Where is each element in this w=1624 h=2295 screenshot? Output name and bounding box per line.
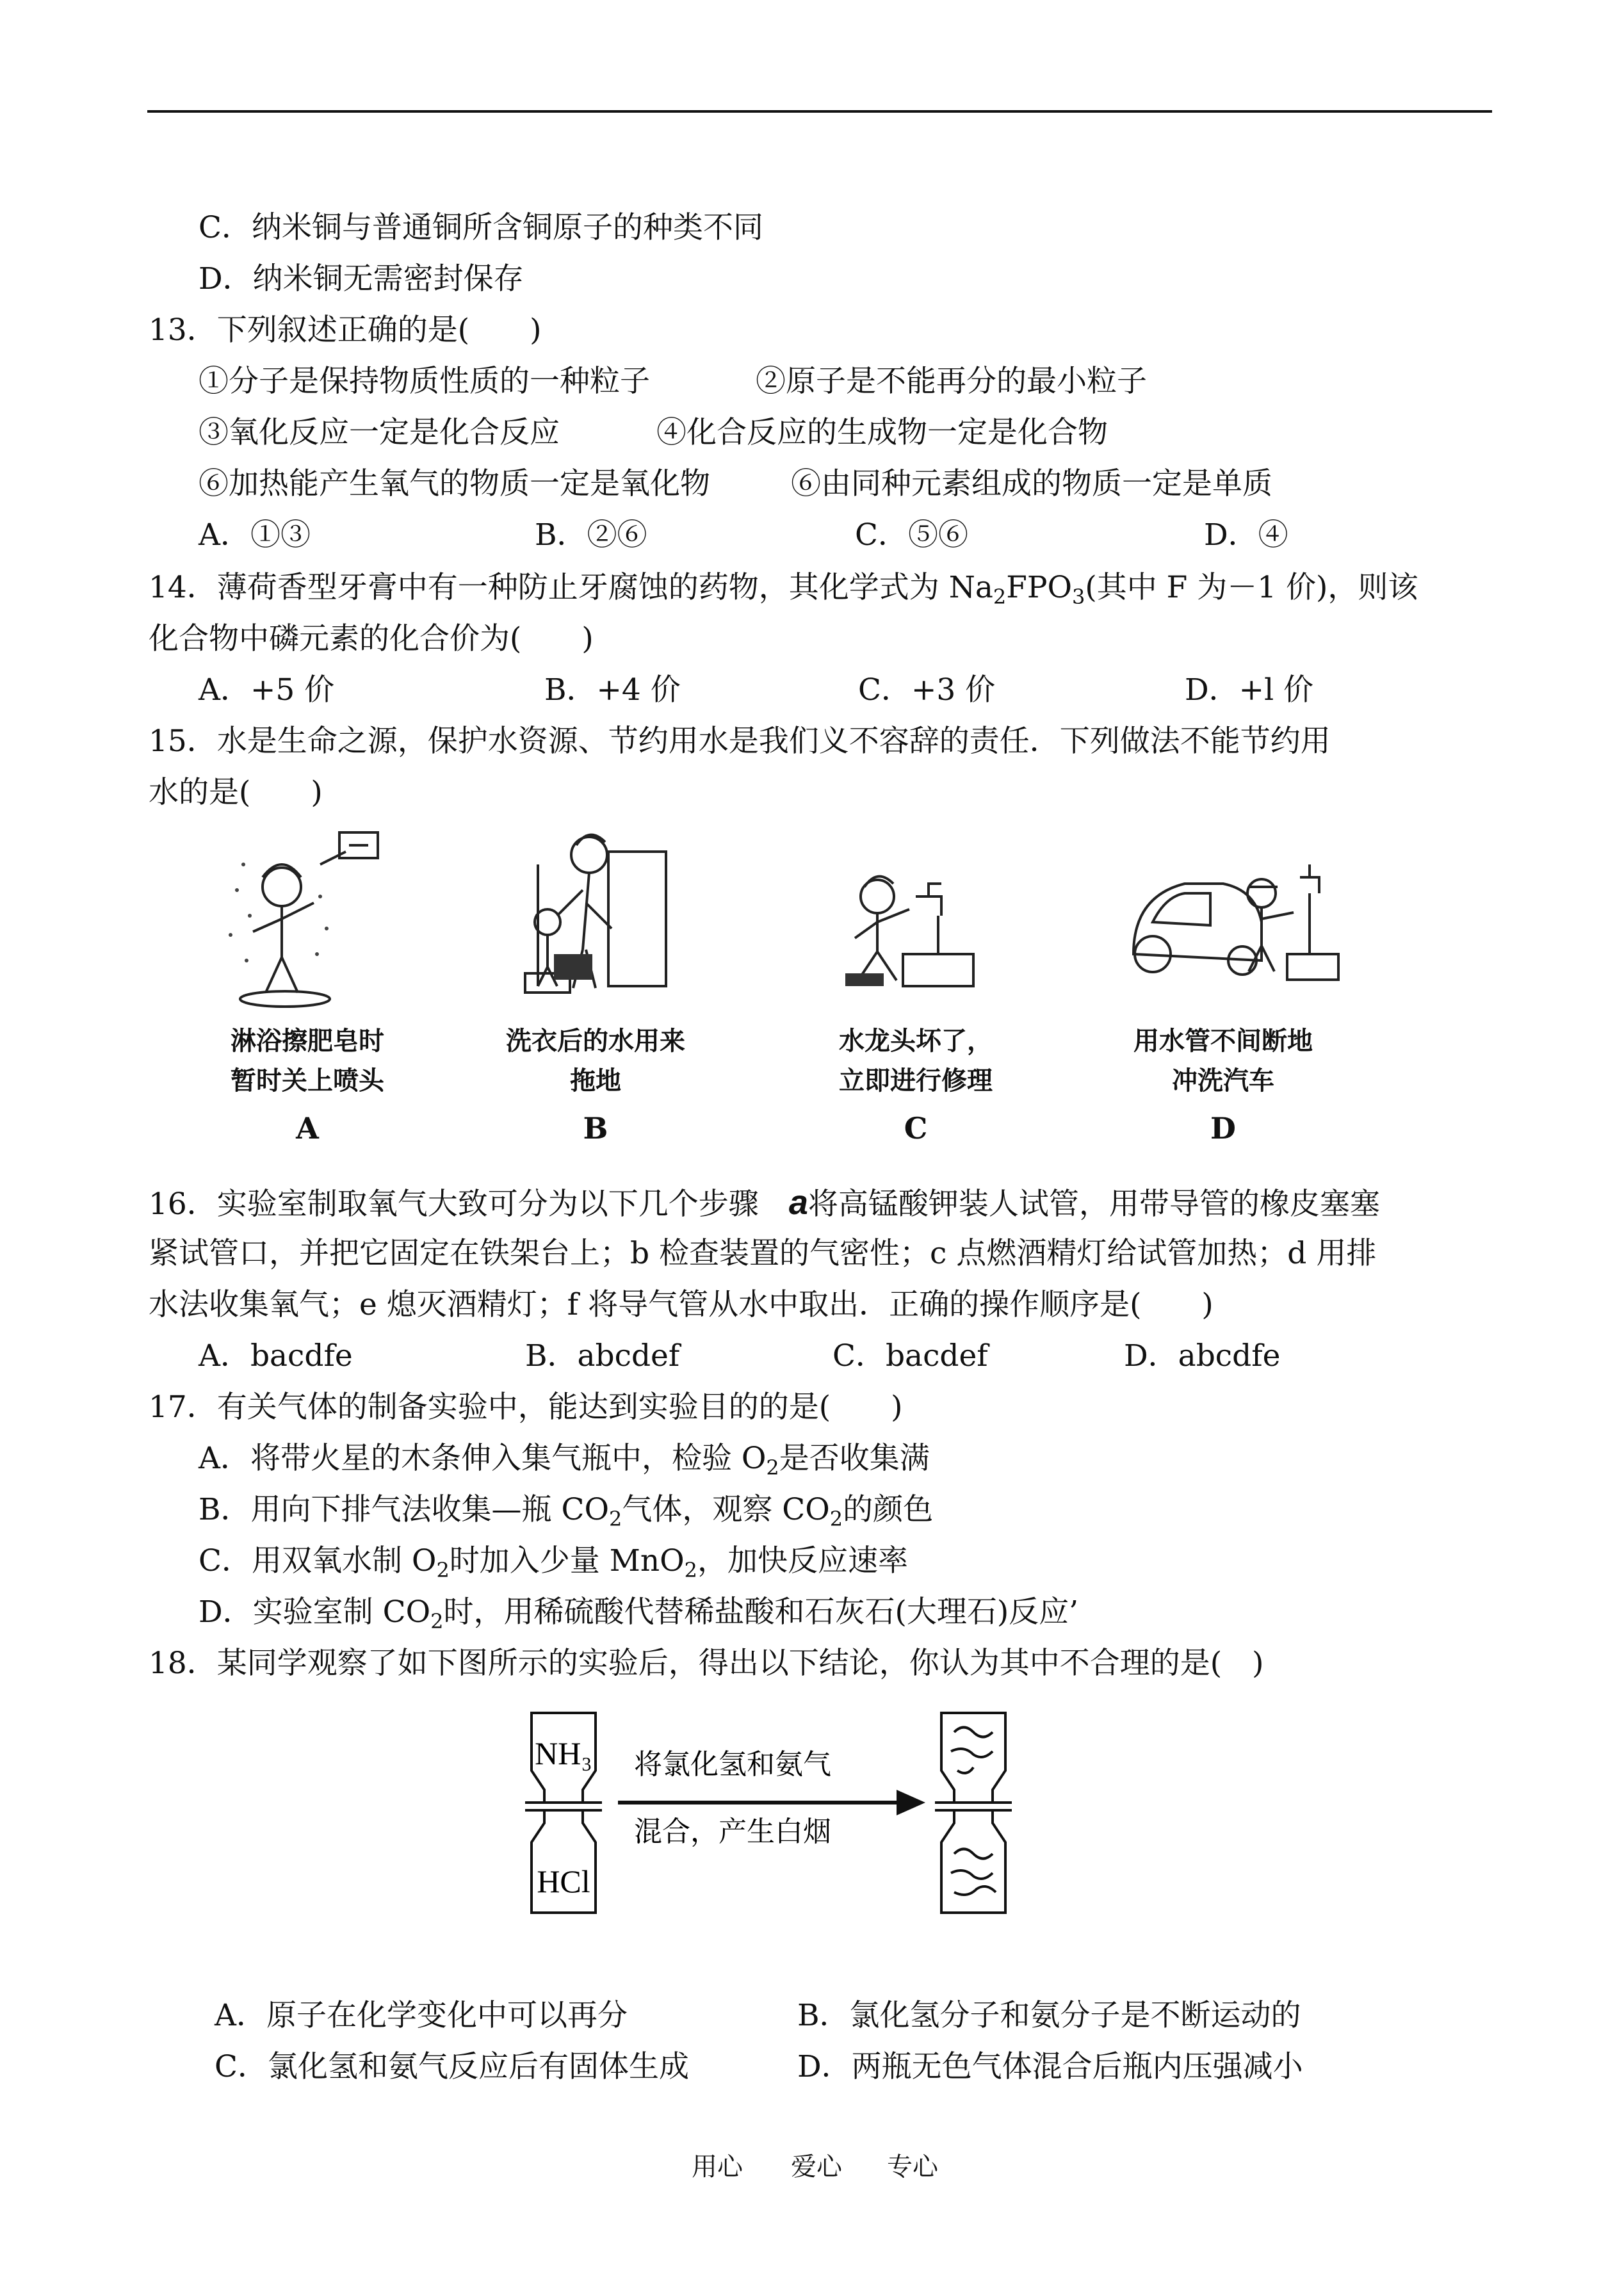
q18-option-d: D．两瓶无色气体混合后瓶内压强减小 xyxy=(797,2049,1303,2084)
q15-picture-a xyxy=(186,826,429,1159)
gas-mixing-diagram xyxy=(525,1707,1050,1924)
q15-picture-row xyxy=(186,826,1441,1159)
q13-statement-6: ⑥由同种元素组成的物质一定是单质 xyxy=(791,466,1272,501)
shower-illustration xyxy=(211,826,403,1012)
q13-statement-2: ②原子是不能再分的最小粒子 xyxy=(756,364,1147,399)
q13-option-d: D．④ xyxy=(1204,517,1288,553)
q15-letter-c: C xyxy=(904,1111,928,1146)
q15-letter-a: A xyxy=(296,1111,319,1146)
q13-statement-5: ⑥加热能产生氧气的物质一定是氧化物 xyxy=(199,466,710,501)
q13-option-a: A．①③ xyxy=(199,517,311,553)
footer-word-2: 爱心 xyxy=(791,2152,842,2182)
q18-option-b: B．氯化氢分子和氨分子是不断运动的 xyxy=(797,1998,1301,2033)
q16-option-d: D．abcdfe xyxy=(1124,1338,1281,1374)
header-rule xyxy=(147,110,1492,113)
q15-caption-c: 水龙头坏了， 立即进行修理 xyxy=(839,1026,993,1096)
arrow-label-top: 将氯化氢和氨气 xyxy=(634,1748,831,1781)
q18-stem: 18．某同学观察了如下图所示的实验后，得出以下结论，你认为其中不合理的是( ) xyxy=(149,1646,1264,1681)
hcl-label: HCl xyxy=(537,1863,590,1899)
q18-option-a: A．原子在化学变化中可以再分 xyxy=(215,1998,628,2033)
q16-option-a: A．bacdfe xyxy=(199,1338,353,1374)
q15-stem-line-2: 水的是( ) xyxy=(149,775,323,810)
q16-stem-line-2: 紧试管口，并把它固定在铁架台上；b 检查装置的气密性；c 点燃酒精灯给试管加热；d 用排 xyxy=(149,1236,1377,1271)
q17-stem: 17．有关气体的制备实验中，能达到实验目的的是( ) xyxy=(149,1390,903,1425)
q15-picture-c xyxy=(794,826,1037,1159)
nh3-label: NH₃ xyxy=(535,1735,592,1771)
q13-option-b: B．②⑥ xyxy=(535,517,647,553)
q13-statement-1: ①分子是保持物质性质的一种粒子 xyxy=(199,364,650,399)
q12-option-c: C．纳米铜与普通铜所含铜原子的种类不同 xyxy=(199,210,763,245)
mop-floor-illustration xyxy=(499,826,692,1012)
q14-option-a: A．+5 价 xyxy=(199,672,335,708)
q15-letter-d: D xyxy=(1210,1111,1236,1146)
tap-repair-illustration xyxy=(820,826,1012,1012)
footer-word-1: 用心 xyxy=(692,2152,743,2182)
q16-stem-line-3: 水法收集氧气；e 熄灭酒精灯；f 将导气管从水中取出．正确的操作顺序是( ) xyxy=(149,1287,1214,1322)
q16-option-b: B．abcdef xyxy=(525,1338,680,1374)
q15-caption-b: 洗衣后的水用来 拖地 xyxy=(506,1026,685,1096)
q17-option-d: D．实验室制 $CO_2$时，用稀硫酸代替稀盐酸和石灰石(大理石)反应’ xyxy=(199,1594,1079,1634)
q15-stem-line-1: 15．水是生命之源，保护水资源、节约用水是我们义不容辞的责任．下列做法不能节约用 xyxy=(149,724,1331,759)
q17-option-b: B．用向下排气法收集—瓶 $CO_2$气体，观察 $CO_2$的颜色 xyxy=(199,1492,934,1531)
q14-stem-line-1: 14．薄荷香型牙膏中有一种防止牙腐蚀的药物，其化学式为 $Na_2FPO_3$(其中 F 为－1 价)，则该 xyxy=(149,570,1418,609)
q15-letter-b: B xyxy=(583,1111,608,1146)
q16-option-c: C．bacdef xyxy=(832,1338,988,1374)
footer-word-3: 专心 xyxy=(887,2152,938,2182)
q13-statement-4: ④化合反应的生成物一定是化合物 xyxy=(656,415,1108,450)
car-wash-illustration xyxy=(1127,826,1345,1012)
q17-option-a: A．将带火星的木条伸入集气瓶中，检验 $O_2$是否收集满 xyxy=(199,1441,930,1480)
arrow-label-bottom: 混合，产生白烟 xyxy=(634,1815,831,1848)
q15-caption-a: 淋浴擦肥皂时 暂时关上喷头 xyxy=(231,1026,384,1096)
q13-stem: 13．下列叙述正确的是( ) xyxy=(149,312,542,348)
q13-statement-3: ③氧化反应一定是化合反应 xyxy=(199,415,560,450)
q14-option-b: B．+4 价 xyxy=(544,672,681,708)
q18-diagram xyxy=(525,1707,1050,1924)
q14-option-d: D．+l 价 xyxy=(1185,672,1314,708)
q12-option-d: D．纳米铜无需密封保存 xyxy=(199,261,524,296)
q13-option-c: C．⑤⑥ xyxy=(855,517,968,553)
q15-picture-b xyxy=(474,826,717,1159)
q14-stem-line-2: 化合物中磷元素的化合价为( ) xyxy=(149,621,594,656)
q18-option-c: C．氯化氢和氨气反应后有固体生成 xyxy=(215,2049,689,2084)
q16-stem-line-1: 16．实验室制取氧气大致可分为以下几个步骤 a将高锰酸钾装人试管，用带导管的橡皮塞塞 xyxy=(149,1183,1380,1222)
q14-option-c: C．+3 价 xyxy=(858,672,996,708)
q15-picture-d xyxy=(1101,826,1345,1159)
q15-caption-d: 用水管不间断地 冲洗汽车 xyxy=(1133,1026,1313,1096)
q17-option-c: C．用双氧水制 $O_2$时加入少量 MnO$_2$，加快反应速率 xyxy=(199,1543,909,1582)
